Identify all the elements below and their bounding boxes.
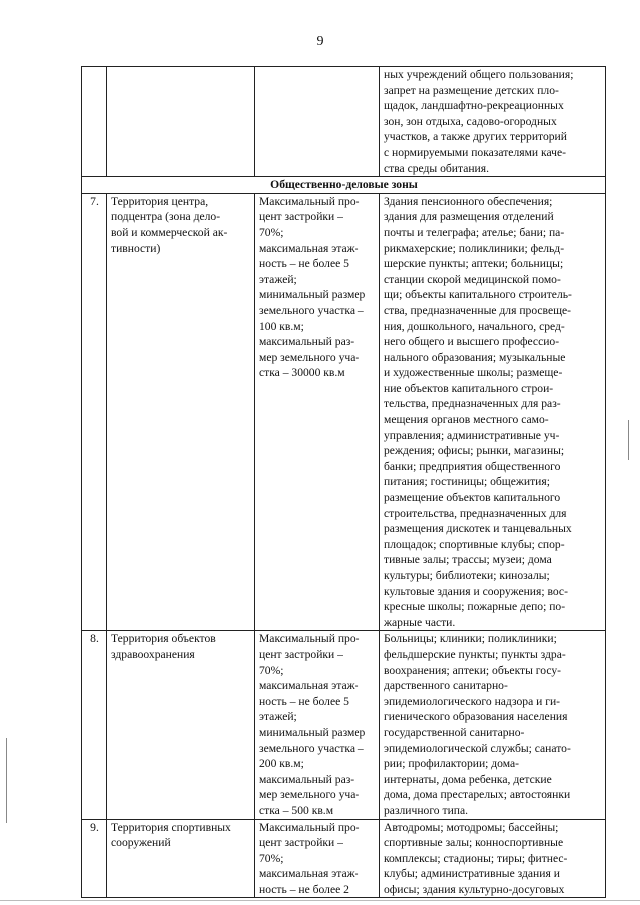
cell-text-line: мер земельного уча- [259,788,360,802]
cell-text-line: эпидемиологического надзора и ги- [384,694,561,708]
cell-text-line: реждения; офисы; рынки, магазины; [384,444,565,458]
table-row-continuation [82,67,606,177]
cell-text-line: дарственного санитарно- [384,679,508,693]
cell-text-line: него общего и высшего профессио- [384,335,560,349]
cell-text-line: станции скорой медицинской помо- [384,272,561,286]
permitted-uses-cell [380,631,606,819]
cell-text-line: максимальная этаж- [259,867,359,881]
cell-text-line: государственной санитарно- [384,725,525,739]
cell-text-line: Территория центра, [111,194,209,208]
cell-text-line: Автодромы; мотодромы; бассейны; [384,820,559,834]
cell-text-line: здания для размещения отделений [384,210,554,224]
section-header-row [82,177,606,194]
table-row [82,819,606,898]
territory-cell [107,819,255,898]
cell-text-line: площадок; спортивные клубы; спор- [384,537,565,551]
cell-text-line: почты и телеграфа; ателье; бани; па- [384,225,565,239]
territory-cell [107,631,255,819]
cell-text-line: мещения органов местного само- [384,413,549,427]
parameters-cell [255,631,380,819]
cell-text-line: запрет на размещение детских пло- [384,83,559,97]
cell-text-line: жарные части. [384,615,456,629]
cell-text-line: цент застройки – [259,210,343,224]
row-number-cell [82,67,107,177]
cell-text-line: максимальный раз- [259,335,355,349]
cell-text-line: щи; объекты капитального строитель- [384,288,572,302]
cell-text-line: Максимальный про- [259,820,360,834]
cell-text-line: кресные школы; пожарные депо; по- [384,600,566,614]
cell-text-line: Максимальный про- [259,194,360,208]
scan-margin-mark [628,420,629,460]
permitted-uses-cell [380,193,606,631]
cell-text-line: участков, а также других территорий [384,130,567,144]
cell-text-line: ние объектов капитального строи- [384,381,554,395]
cell-text-line: спортивные залы; конноспортивные [384,836,564,850]
cell-text-line: минимальный размер [259,288,366,302]
scan-margin-mark [6,738,7,823]
cell-text-line: Территория спортивных [111,820,231,834]
table-row [82,193,606,631]
cell-text-line: воохранения; аптеки; объекты госу- [384,663,562,677]
cell-text-line: 200 кв.м; [259,757,304,771]
parameters-cell [255,67,380,177]
cell-text-line: банки; предприятия общественного [384,459,561,473]
cell-text-line: 70%; [259,663,284,677]
zoning-table [81,66,606,898]
territory-cell [107,193,255,631]
cell-text-line: и художественные школы; размеще- [384,366,563,380]
cell-text-line: тельства, предназначенных для раз- [384,397,561,411]
cell-text-line: дома, дома престарелых; автостоянки [384,788,571,802]
cell-text-line: максимальная этаж- [259,679,359,693]
cell-text-line: ния, дошкольного, начального, сред- [384,319,565,333]
section-header: Общественно-деловые зоны [82,177,606,194]
cell-text-line: нального образования; музыкальные [384,350,566,364]
cell-text-line: максимальная этаж- [259,241,359,255]
cell-text-line: интернаты, дома ребенка, детские [384,772,552,786]
table-row [82,631,606,819]
cell-text-line: сооружений [111,836,171,850]
cell-text-line: щадок, ландшафтно-рекреационных [384,99,564,113]
cell-text-line: фельдшерские пункты; пункты здра- [384,647,566,661]
cell-text-line: культуры; библиотеки; кинозалы; [384,569,550,582]
cell-text-line: подцентра (зона дело- [111,210,221,224]
row-number-cell: 8. [82,631,107,819]
cell-text-line: Здания пенсионного обеспечения; [384,194,553,208]
cell-text-line: минимальный размер [259,725,366,739]
cell-text-line: ность – не более 2 [259,882,349,896]
cell-text-line: шерские пункты; аптеки; больницы; [384,257,564,271]
permitted-uses-cell [380,819,606,898]
cell-text-line: ность – не более 5 [259,257,349,271]
cell-text-line: рии; профилактории; дома- [384,757,520,771]
cell-text-line: стка – 500 кв.м [259,803,334,817]
cell-text-line: мер земельного уча- [259,350,360,364]
cell-text-line: цент застройки – [259,647,343,661]
cell-text-line: земельного участка – [259,741,364,755]
cell-text-line: строительства, предназначенных для [384,506,567,520]
cell-text-line: различного типа. [384,803,469,817]
cell-text-line: управления; административные уч- [384,428,560,442]
cell-text-line: вой и коммерческой ак- [111,225,228,239]
cell-text-line: рикмахерские; поликлиники; фельд- [384,241,565,255]
cell-text-line: размещения дискотек и танцевальных [384,522,572,536]
cell-text-line: этажей; [259,710,297,724]
cell-text-line: размещение объектов капитального [384,491,561,505]
cell-text-line: Максимальный про- [259,632,360,646]
territory-cell [107,67,255,177]
cell-text-line: 70%; [259,851,284,865]
cell-text-line: земельного участка – [259,303,364,317]
cell-text-line: Территория объектов [111,632,216,646]
cell-text-line: 100 кв.м; [259,319,304,333]
page-number: 9 [316,34,324,49]
cell-text-line: культовые здания и сооружения; вос- [384,584,568,598]
cell-text-line: зон, зон отдыха, садово-огородных [384,114,557,128]
cell-text-line: питания; гостиницы; общежития; [384,475,550,489]
cell-text-line: ства, предназначенные для просвеще- [384,303,572,317]
row-number-cell: 9. [82,819,107,898]
cell-text-line: тивности) [111,241,161,255]
permitted-uses-cell [380,67,606,177]
cell-text-line: комплексы; стадионы; тиры; фитнес- [384,851,568,865]
cell-text-line: Больницы; клиники; поликлиники; [384,632,557,646]
cell-text-line: эпидемиологической службы; санато- [384,741,571,755]
cell-text-line: цент застройки – [259,836,343,850]
cell-text-line: этажей; [259,272,297,286]
scan-bottom-edge [0,900,640,901]
cell-text-line: максимальный раз- [259,772,355,786]
cell-text-line: ных учреждений общего пользования; [384,68,574,81]
cell-text-line: офисы; здания культурно-досуговых [384,882,565,896]
cell-text-line: с нормируемыми показателями каче- [384,145,566,159]
cell-text-line: тивные залы; трассы; музеи; дома [384,553,552,567]
parameters-cell [255,819,380,898]
cell-text-line: ность – не более 5 [259,694,349,708]
row-number-cell: 7. [82,193,107,631]
cell-text-line: 70%; [259,225,284,239]
cell-text-line: клубы; административные здания и [384,867,560,881]
parameters-cell [255,193,380,631]
cell-text-line: здравоохранения [111,647,195,661]
cell-text-line: ства среды обитания. [384,161,489,175]
cell-text-line: гиенического образования населения [384,710,568,724]
cell-text-line: стка – 30000 кв.м [259,366,345,380]
